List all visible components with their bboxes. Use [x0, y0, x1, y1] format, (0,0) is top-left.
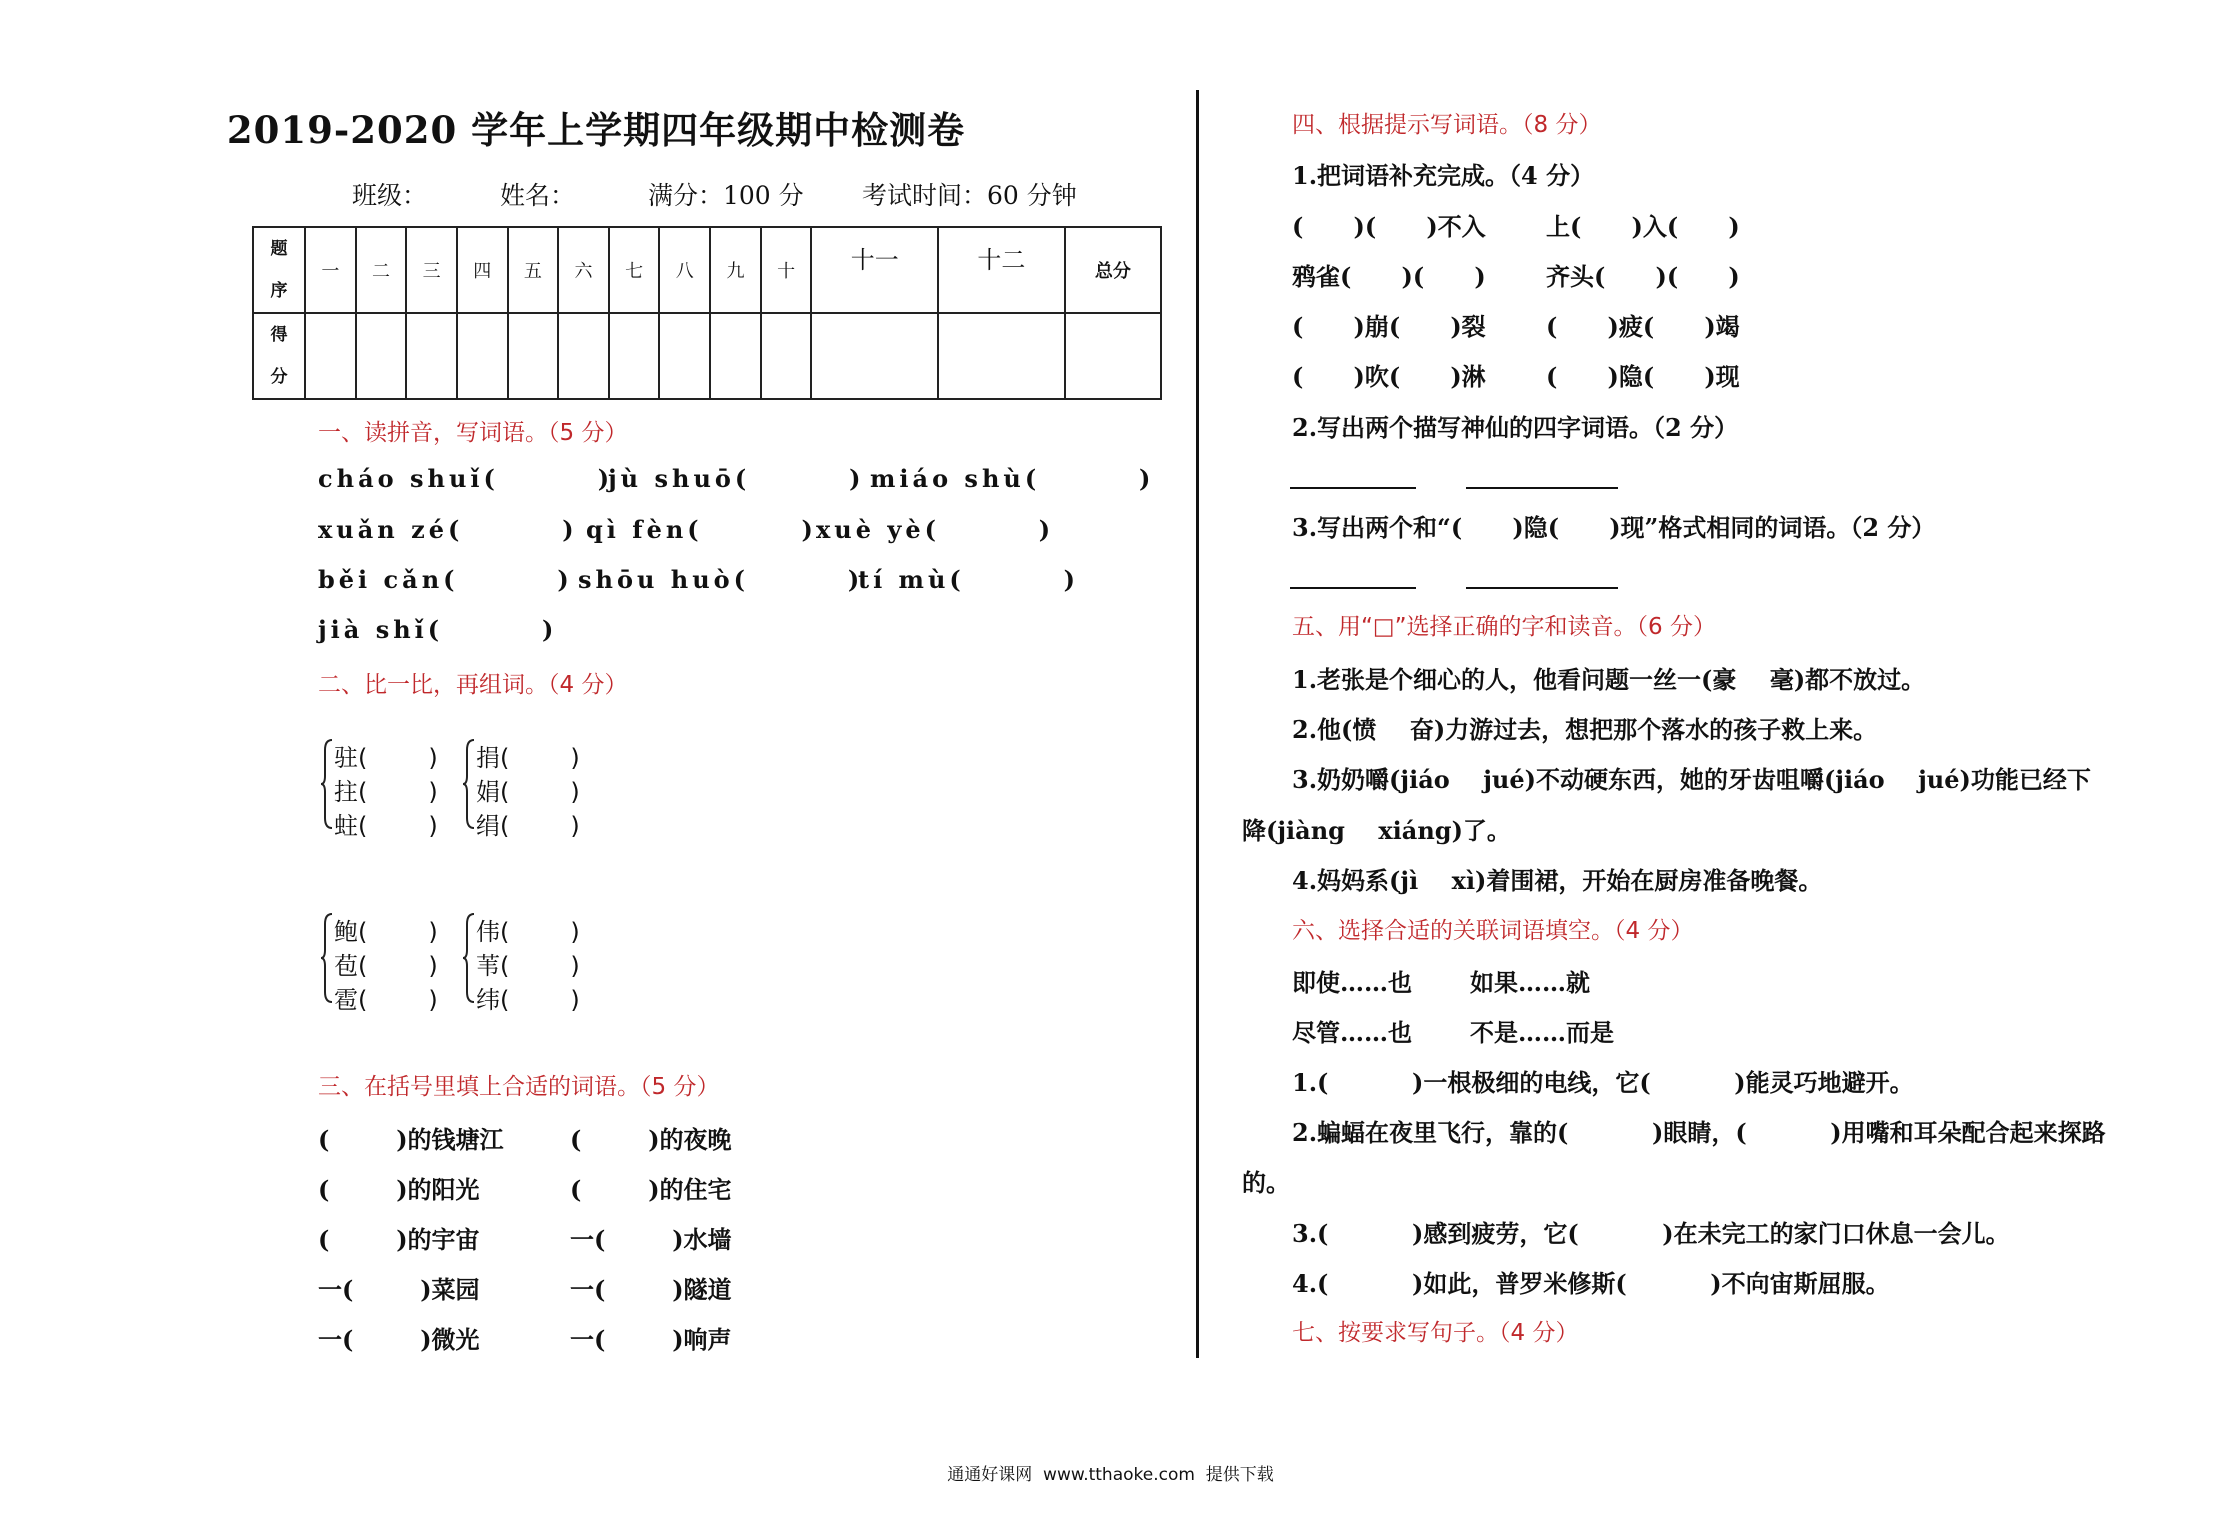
- score-table: [252, 226, 1162, 400]
- question-4-1: 1.把词语补充完成。（4 分）: [1292, 161, 1595, 190]
- pinyin-item: xuǎn zé( ): [318, 515, 578, 544]
- compare-group: [462, 738, 592, 838]
- score-cell[interactable]: [457, 313, 508, 399]
- question-4-2: 2.写出两个描写神仙的四字词语。（2 分）: [1292, 413, 1739, 442]
- score-cell[interactable]: [710, 313, 761, 399]
- score-table-score-row: [253, 313, 1161, 399]
- row-label-question-number: 题 序: [253, 227, 305, 313]
- score-cell[interactable]: [761, 313, 812, 399]
- compare-item: 伟( ): [476, 918, 580, 946]
- header-cell: 十一: [811, 227, 938, 313]
- pinyin-item: tí mù( ): [858, 565, 1079, 594]
- score-cell[interactable]: [938, 313, 1065, 399]
- fill-item: 一( )微光: [318, 1325, 480, 1354]
- name-label: 姓名：: [500, 181, 576, 210]
- question-line: 3.( )感到疲劳，它( )在未完工的家门口休息一会儿。: [1292, 1219, 2010, 1248]
- fill-item: ( )的阳光: [318, 1175, 480, 1204]
- question-line: 2.他(愤 奋)力游过去，想把那个落水的孩子救上来。: [1292, 715, 1878, 744]
- idiom-item: ( )( )不入: [1292, 212, 1486, 241]
- compare-item: 娟( ): [476, 778, 580, 806]
- question-line: 4.( )如此，普罗米修斯( )不向宙斯屈服。: [1292, 1269, 1890, 1298]
- full-score-label: 满分：100 分: [648, 181, 804, 210]
- header-cell: 七: [609, 227, 660, 313]
- conjunction-option: 如果……就: [1470, 968, 1590, 997]
- question-line: 1.( )一根极细的电线，它( )能灵巧地避开。: [1292, 1068, 1914, 1097]
- score-cell[interactable]: [609, 313, 660, 399]
- compare-item: 捐( ): [476, 744, 580, 772]
- header-cell: 一: [305, 227, 356, 313]
- score-table-header-row: [253, 227, 1161, 313]
- header-cell: 十二: [938, 227, 1065, 313]
- section-4-title: 四、根据提示写词语。（8 分）: [1292, 112, 1602, 138]
- compare-group: [320, 912, 450, 1012]
- idiom-item: ( )疲( )竭: [1546, 312, 1740, 341]
- compare-group: [462, 912, 592, 1012]
- section-7-title: 七、按要求写句子。（4 分）: [1292, 1320, 1579, 1346]
- compare-group: [320, 738, 450, 838]
- score-cell[interactable]: [508, 313, 559, 399]
- answer-blank[interactable]: [1290, 587, 1416, 589]
- answer-blank[interactable]: [1466, 587, 1618, 589]
- score-cell[interactable]: [356, 313, 407, 399]
- fill-item: 一( )响声: [570, 1325, 732, 1354]
- fill-item: 一( )水墙: [570, 1225, 732, 1254]
- section-6-title: 六、选择合适的关联词语填空。（4 分）: [1292, 918, 1694, 944]
- question-line: 4.妈妈系(jì xì)着围裙，开始在厨房准备晚餐。: [1292, 866, 1823, 895]
- class-label: 班级：: [352, 181, 428, 210]
- brace-icon: [320, 912, 334, 1004]
- idiom-item: 上( )入( ): [1546, 212, 1740, 241]
- exam-time-label: 考试时间：60 分钟: [862, 181, 1077, 210]
- question-line: 降(jiàng xiáng)了。: [1242, 816, 1511, 845]
- idiom-item: ( )崩( )裂: [1292, 312, 1486, 341]
- answer-blank[interactable]: [1466, 487, 1618, 489]
- question-line: 2.蝙蝠在夜里飞行，靠的( )眼睛，( )用嘴和耳朵配合起来探路: [1292, 1118, 2106, 1147]
- pinyin-item: jià shǐ( ): [318, 615, 558, 644]
- compare-item: 鲍( ): [334, 918, 438, 946]
- footer-source: 通通好课网 www.tthaoke.com 提供下载: [947, 1465, 1274, 1485]
- compare-item: 纬( ): [476, 986, 580, 1014]
- compare-item: 拄( ): [334, 778, 438, 806]
- score-cell[interactable]: [305, 313, 356, 399]
- header-cell: 四: [457, 227, 508, 313]
- idiom-item: ( )吹( )淋: [1292, 362, 1486, 391]
- brace-icon: [462, 912, 476, 1004]
- header-cell-total: 总分: [1065, 227, 1161, 313]
- idiom-item: ( )隐( )现: [1546, 362, 1740, 391]
- header-cell: 五: [508, 227, 559, 313]
- section-2-title: 二、比一比，再组词。（4 分）: [318, 672, 628, 698]
- header-cell: 二: [356, 227, 407, 313]
- compare-item: 雹( ): [334, 986, 438, 1014]
- fill-item: ( )的钱塘江: [318, 1125, 504, 1154]
- pinyin-item: qì fèn( ): [586, 515, 817, 544]
- section-3-title: 三、在括号里填上合适的词语。（5 分）: [318, 1074, 720, 1100]
- pinyin-item: xuè yè( ): [816, 515, 1055, 544]
- conjunction-option: 尽管……也: [1292, 1018, 1412, 1047]
- question-line: 3.奶奶嚼(jiáo jué)不动硬东西，她的牙齿咀嚼(jiáo jué)功能已经下: [1292, 765, 2091, 794]
- score-cell-total[interactable]: [1065, 313, 1161, 399]
- idiom-item: 鸦雀( )( ): [1292, 262, 1486, 291]
- fill-item: ( )的住宅: [570, 1175, 732, 1204]
- score-cell[interactable]: [406, 313, 457, 399]
- header-cell: 十: [761, 227, 812, 313]
- score-cell[interactable]: [811, 313, 938, 399]
- conjunction-option: 即使……也: [1292, 968, 1412, 997]
- pinyin-item: shōu huò( ): [578, 565, 864, 594]
- pinyin-item: miáo shù( ): [870, 464, 1155, 493]
- fill-item: 一( )隧道: [570, 1275, 732, 1304]
- compare-item: 苇( ): [476, 952, 580, 980]
- brace-icon: [320, 738, 334, 830]
- compare-item: 蛀( ): [334, 812, 438, 840]
- question-4-3: 3.写出两个和“( )隐( )现”格式相同的词语。（2 分）: [1292, 513, 1936, 542]
- compare-item: 绢( ): [476, 812, 580, 840]
- question-line: 1.老张是个细心的人，他看问题一丝一(豪 毫)都不放过。: [1292, 665, 1926, 694]
- idiom-item: 齐头( )( ): [1546, 262, 1740, 291]
- pinyin-item: běi cǎn( ): [318, 565, 573, 594]
- fill-item: ( )的宇宙: [318, 1225, 480, 1254]
- header-cell: 八: [659, 227, 710, 313]
- header-cell: 三: [406, 227, 457, 313]
- brace-icon: [462, 738, 476, 830]
- score-cell[interactable]: [558, 313, 609, 399]
- pinyin-item: jù shuō( ): [608, 464, 865, 493]
- pinyin-item: cháo shuǐ( ): [318, 464, 614, 493]
- fill-item: ( )的夜晚: [570, 1125, 732, 1154]
- section-5-title: 五、用“□”选择正确的字和读音。（6 分）: [1292, 614, 1717, 640]
- question-line: 的。: [1242, 1168, 1290, 1197]
- fill-item: 一( )菜园: [318, 1275, 480, 1304]
- compare-item: 苞( ): [334, 952, 438, 980]
- section-1-title: 一、读拼音，写词语。（5 分）: [318, 420, 628, 446]
- row-label-score: 得 分: [253, 313, 305, 399]
- compare-item: 驻( ): [334, 744, 438, 772]
- page-title: 2019-2020 学年上学期四年级期中检测卷: [226, 108, 966, 152]
- header-cell: 九: [710, 227, 761, 313]
- header-cell: 六: [558, 227, 609, 313]
- answer-blank[interactable]: [1290, 487, 1416, 489]
- score-cell[interactable]: [659, 313, 710, 399]
- column-divider: [1196, 90, 1199, 1358]
- conjunction-option: 不是……而是: [1470, 1018, 1614, 1047]
